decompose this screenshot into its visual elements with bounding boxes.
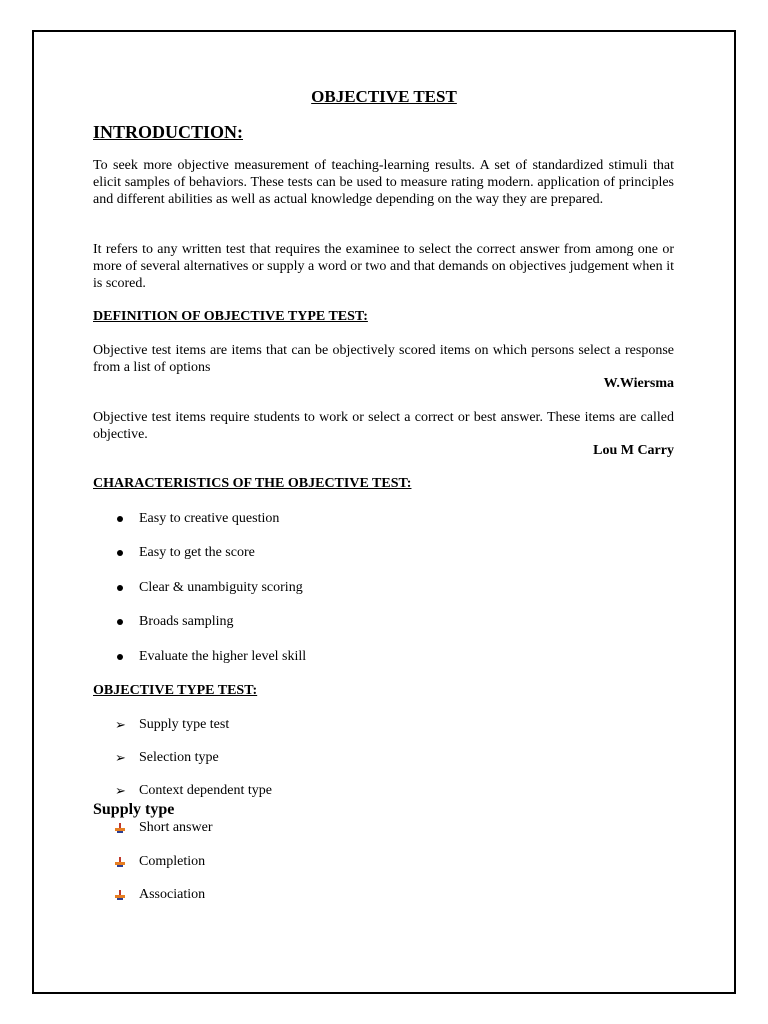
document-title: OBJECTIVE TEST [311,87,457,106]
list-item-label: Supply type test [139,717,230,732]
supply-type-heading: Supply type [93,801,175,818]
list-item-label: Completion [139,854,206,869]
bullet-dot-icon [115,647,125,667]
definition-quote-2-text: Objective test items require students to work or select a correct or best answer. These items are called objective. [93,410,674,442]
characteristics-heading: CHARACTERISTICS OF THE OBJECTIVE TEST: [93,476,412,491]
intro-para-1-text: To seek more objective measurement of teaching-learning results. A set of standardized stimuli that elicit samples of behaviors. These tests can be used to measure rating modern. application of principles and different abilities as well as actual knowledge depending on the way they are prepared. [93,158,674,207]
list-item-label: Context dependent type [139,783,272,798]
definition-heading: DEFINITION OF OBJECTIVE TYPE TEST: [93,309,368,324]
list-item-label: Easy to creative question [139,511,280,526]
intro-para-2-text: It refers to any written test that requires the examinee to select the correct answer from among one or more of several alternatives or supply a word or two and that demands on objectives judgement when it is scored. [93,242,674,291]
arrow-bullet-icon: ➢ [115,717,126,732]
list-item-label: Broads sampling [139,614,234,629]
bullet-dot-icon [115,612,125,632]
list-item-label: Evaluate the higher level skill [139,649,307,664]
definition-quote-2 [93,409,674,443]
definition-author-2: Lou M Carry [593,443,674,458]
introduction-paragraph-1 [93,157,674,208]
bullet-dot-icon [115,578,125,598]
list-item-label: Short answer [139,820,213,835]
list-item-label: Easy to get the score [139,545,255,560]
cross-bullet-icon [115,885,125,907]
list-item-label: Association [139,887,206,902]
cross-bullet-icon [115,852,125,874]
bullet-dot-icon [115,509,125,529]
introduction-heading: INTRODUCTION: [93,122,244,142]
introduction-paragraph-2 [93,241,674,292]
bullet-dot-icon [115,543,125,563]
arrow-bullet-icon: ➢ [115,750,126,765]
definition-quote-1 [93,342,674,376]
list-item-label: Selection type [139,750,219,765]
cross-bullet-icon [115,818,125,840]
arrow-bullet-icon: ➢ [115,783,126,798]
definition-quote-1-text: Objective test items are items that can be objectively scored items on which persons select a response from a list of options [93,343,674,375]
definition-author-1: W.Wiersma [603,376,674,391]
types-heading: OBJECTIVE TYPE TEST: [93,683,258,698]
list-item-label: Clear & unambiguity scoring [139,580,303,595]
